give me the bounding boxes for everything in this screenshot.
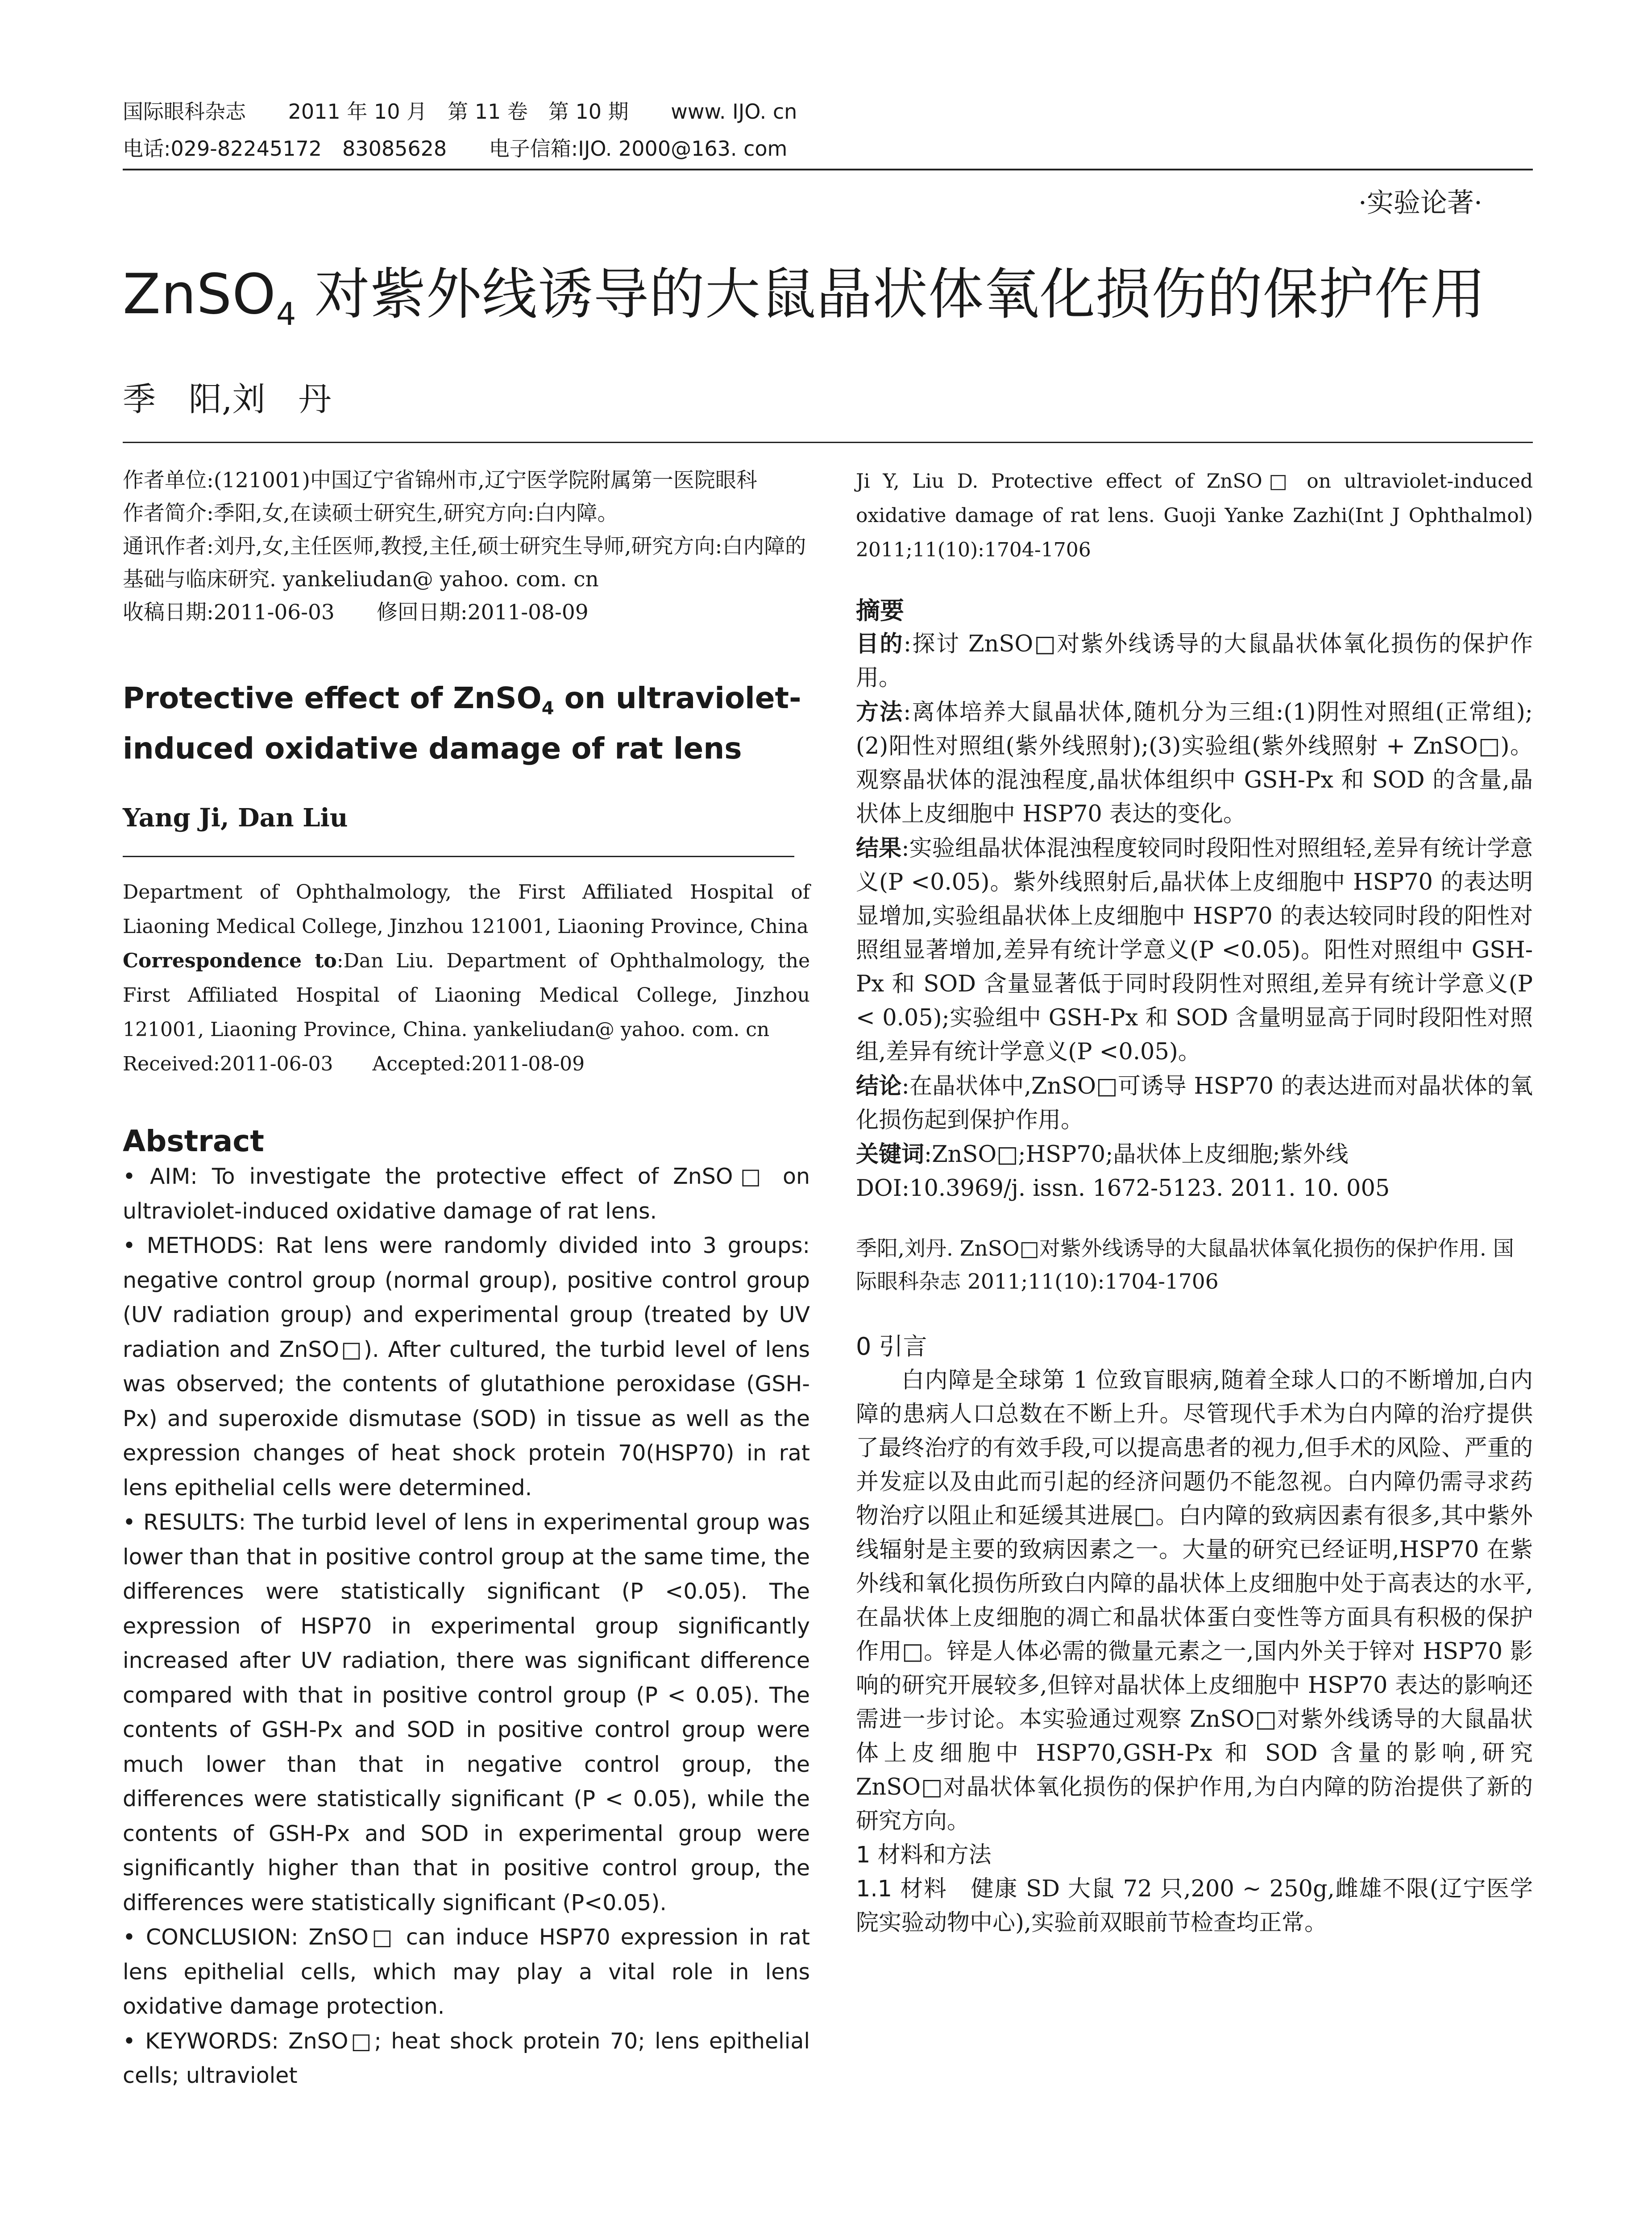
column-tag: ·实验论著·: [1358, 187, 1482, 219]
author-info-cn: [123, 464, 810, 629]
keywords-label-cn: 关键词: [856, 1141, 925, 1168]
journal-header-line1: [123, 98, 797, 125]
abstract-cn-heading: 摘要: [856, 596, 904, 625]
journal-header-line2: [123, 135, 787, 162]
correspondence-label: Correspondence to: [123, 950, 337, 973]
correspondence-text: :Dan Liu. Department of Ophthalmology, the First Affiliated Hospital of Liaoning Medical College, Jinzhou 121001, Liaoning Province, China. yankeliudan@ yahoo. com. cn: [123, 950, 810, 1041]
journal-email[interactable]: 电子信箱:IJO. 2000@163. com: [489, 137, 788, 161]
materials-label: 1.1 材料: [856, 1876, 947, 1902]
affiliation-cn: 作者单位:(121001)中国辽宁省锦州市,辽宁医学院附属第一医院眼科: [123, 468, 757, 493]
results-label-cn: 结果: [856, 835, 902, 862]
correspondence-en: [123, 944, 810, 1047]
left-column: [123, 464, 810, 2093]
journal-phone: 电话:029-82245172 83085628: [123, 137, 447, 161]
citation-cn: 季阳,刘丹. ZnSO□对紫外线诱导的大鼠晶状体氧化损伤的保护作用. 国际眼科杂志 2011;11(10):1704-1706: [856, 1236, 1514, 1294]
materials-text: 健康 SD 大鼠 72 只,200 ~ 250g,雌雄不限(辽宁医学院实验动物中心),实验前双眼前节检查均正常。: [856, 1876, 1533, 1936]
aim-label-cn: 目的: [856, 630, 904, 657]
en-title-subscript: 4: [541, 698, 554, 719]
dates-cn: 收稿日期:2011-06-03 修回日期:2011-08-09: [123, 600, 589, 625]
authors-cn: 季 阳,刘 丹: [123, 380, 332, 419]
intro-paragraph: 白内障是全球第 1 位致盲眼病,随着全球人口的不断增加,白内障的患病人口总数在不断上升。尽管现代手术为白内障的治疗提供了最终治疗的有效手段,可以提高患者的视力,但手术的风险、严重的并发症以及由此而引起的经济问题仍不能忽视。白内障仍需寻求药物治疗以阻止和延缓其进展□。白内障的致病因素有很多,其中紫外线辐射是主要的致病因素之一。大量的研究已经证明,HSP70 在紫外线和氧化损伤所致白内障的晶状体上皮细胞中处于高表达的水平,在晶状体上皮细胞的凋亡和晶状体蛋白变性等方面具有积极的保护作用□。锌是人体必需的微量元素之一,国内外关于锌对 HSP70 影响的研究开展较多,但锌对晶状体上皮细胞中 HSP70 表达的影响还需进一步讨论。本实验通过观察 ZnSO□对紫外线诱导的大鼠晶状体上皮细胞中 HSP70,GSH-Px 和 SOD 含量的影响,研究 ZnSO□对晶状体氧化损伤的保护作用,为白内障的防治提供了新的研究方向。: [856, 1367, 1533, 1834]
title-rule: [123, 442, 1533, 443]
methods-label-cn: 方法: [856, 699, 904, 726]
methods-heading: 1 材料和方法: [856, 1842, 992, 1868]
authors-en: Yang Ji, Dan Liu: [123, 803, 348, 833]
journal-issue: 2011 年 10 月 第 11 卷 第 10 期: [288, 100, 629, 124]
en-title-part1: Protective effect of ZnSO: [123, 681, 542, 715]
en-title-part2: on ultraviolet-induced oxidative damage of rat lens: [123, 681, 801, 766]
abstract-conclusion: • CONCLUSION: ZnSO□ can induce HSP70 expression in rat lens epithelial cells, which may play a vital role in lens oxidative damage protection.: [123, 1924, 810, 2020]
affiliation-en-block: [123, 875, 810, 1081]
intro-heading: 0 引言: [856, 1332, 927, 1360]
abstract-cn-results: [856, 831, 1533, 1069]
abstract-cn-aim: [856, 627, 1533, 695]
title-prefix: ZnSO: [123, 262, 276, 327]
abstract-heading: Abstract: [123, 1124, 264, 1159]
abstract-methods: • METHODS: Rat lens were randomly divided into 3 groups: negative control group (normal group), positive control group (UV radiation group) and experimental group (treated by UV radiation and ZnSO□). After cultured, the turbid level of lens was observed; the contents of glutathione peroxidase (GSH-Px) and superoxide dismutase (SOD) in tissue as well as the expression changes of heat shock protein 70(HSP70) in rat lens epithelial cells were determined.: [123, 1233, 810, 1501]
abstract-cn-conclusion: [856, 1069, 1533, 1137]
aim-text-cn: :探讨 ZnSO□对紫外线诱导的大鼠晶状体氧化损伤的保护作用。: [856, 631, 1533, 691]
methods-text-cn: :离体培养大鼠晶状体,随机分为三组:(1)阴性对照组(正常组);(2)阳性对照组(紫外线照射);(3)实验组(紫外线照射 + ZnSO□)。观察晶状体的混浊程度,晶状体组织中 GSH-Px 和 SOD 的含量,晶状体上皮细胞中 HSP70 表达的变化。: [856, 699, 1533, 827]
authors-en-rule: [123, 856, 794, 857]
abstract-aim: • AIM: To investigate the protective effect of ZnSO□ on ultraviolet-induced oxidative damage of rat lens.: [123, 1164, 810, 1224]
abstract-cn-keywords: [856, 1137, 1533, 1172]
author-bio-cn: 作者简介:季阳,女,在读硕士研究生,研究方向:白内障。: [123, 501, 618, 526]
conclusion-text-cn: :在晶状体中,ZnSO□可诱导 HSP70 的表达进而对晶状体的氧化损伤起到保护作用。: [856, 1073, 1533, 1133]
abstract-results: • RESULTS: The turbid level of lens in experimental group was lower than that in positive control group at the same time, the differences were statistically significant (P <0.05). The expression of HSP70 in experimental group significantly increased after UV radiation, there was significant difference compared with that in positive control group (P < 0.05). The contents of GSH-Px and SOD in positive control group were much lower than that in negative control group, the differences were statistically significant (P < 0.05), while the contents of GSH-Px and SOD in experimental group were significantly higher than that in positive control group, the differences were statistically significant (P<0.05).: [123, 1509, 810, 1916]
abstract-keywords: • KEYWORDS: ZnSO□; heat shock protein 70; lens epithelial cells; ultraviolet: [123, 2028, 810, 2089]
materials-paragraph: [856, 1872, 1533, 1940]
dates-en: Received:2011-06-03 Accepted:2011-08-09: [123, 1053, 585, 1076]
abstract-cn-methods: [856, 695, 1533, 831]
english-title: [123, 678, 810, 769]
citation-en: Ji Y, Liu D. Protective effect of ZnSO□ on ultraviolet-induced oxidative damage of rat lens. Guoji Yanke Zazhi(Int J Ophthalmol) 2011;11(10):1704-1706: [856, 470, 1533, 561]
abstract-cn: [856, 627, 1533, 1206]
doi[interactable]: DOI:10.3969/j. issn. 1672-5123. 2011. 10. 005: [856, 1175, 1390, 1202]
corresponding-author-cn: 通讯作者:刘丹,女,主任医师,教授,主任,硕士研究生导师,研究方向:白内障的基础与临床研究. yankeliudan@ yahoo. com. cn: [123, 534, 806, 592]
journal-name: 国际眼科杂志: [123, 100, 246, 124]
abstract-en: [123, 1159, 810, 2093]
header-rule: [123, 169, 1533, 170]
results-text-cn: :实验组晶状体混浊程度较同时段阳性对照组轻,差异有统计学意义(P <0.05)。紫外线照射后,晶状体上皮细胞中 HSP70 的表达明显增加,实验组晶状体上皮细胞中 HSP70 的表达较同时段的阳性对照组显著增加,差异有统计学意义(P <0.05)。阳性对照组中 GSH-Px 和 SOD 含量显著低于同时段阴性对照组,差异有统计学意义(P < 0.05);实验组中 GSH-Px 和 SOD 含量明显高于同时段阳性对照组,差异有统计学意义(P <0.05)。: [856, 835, 1533, 1065]
title-subscript: 4: [276, 295, 297, 332]
keywords-text-cn: :ZnSO□;HSP70;晶状体上皮细胞;紫外线: [924, 1141, 1349, 1168]
affiliation-en: Department of Ophthalmology, the First Affiliated Hospital of Liaoning Medical College, Jinzhou 121001, Liaoning Province, China: [123, 881, 810, 938]
right-column: [856, 464, 1533, 1940]
title-rest: 对紫外线诱导的大鼠晶状体氧化损伤的保护作用: [296, 262, 1486, 327]
journal-url[interactable]: www. IJO. cn: [671, 100, 797, 124]
conclusion-label-cn: 结论: [856, 1073, 902, 1099]
article-title: [123, 259, 1533, 350]
